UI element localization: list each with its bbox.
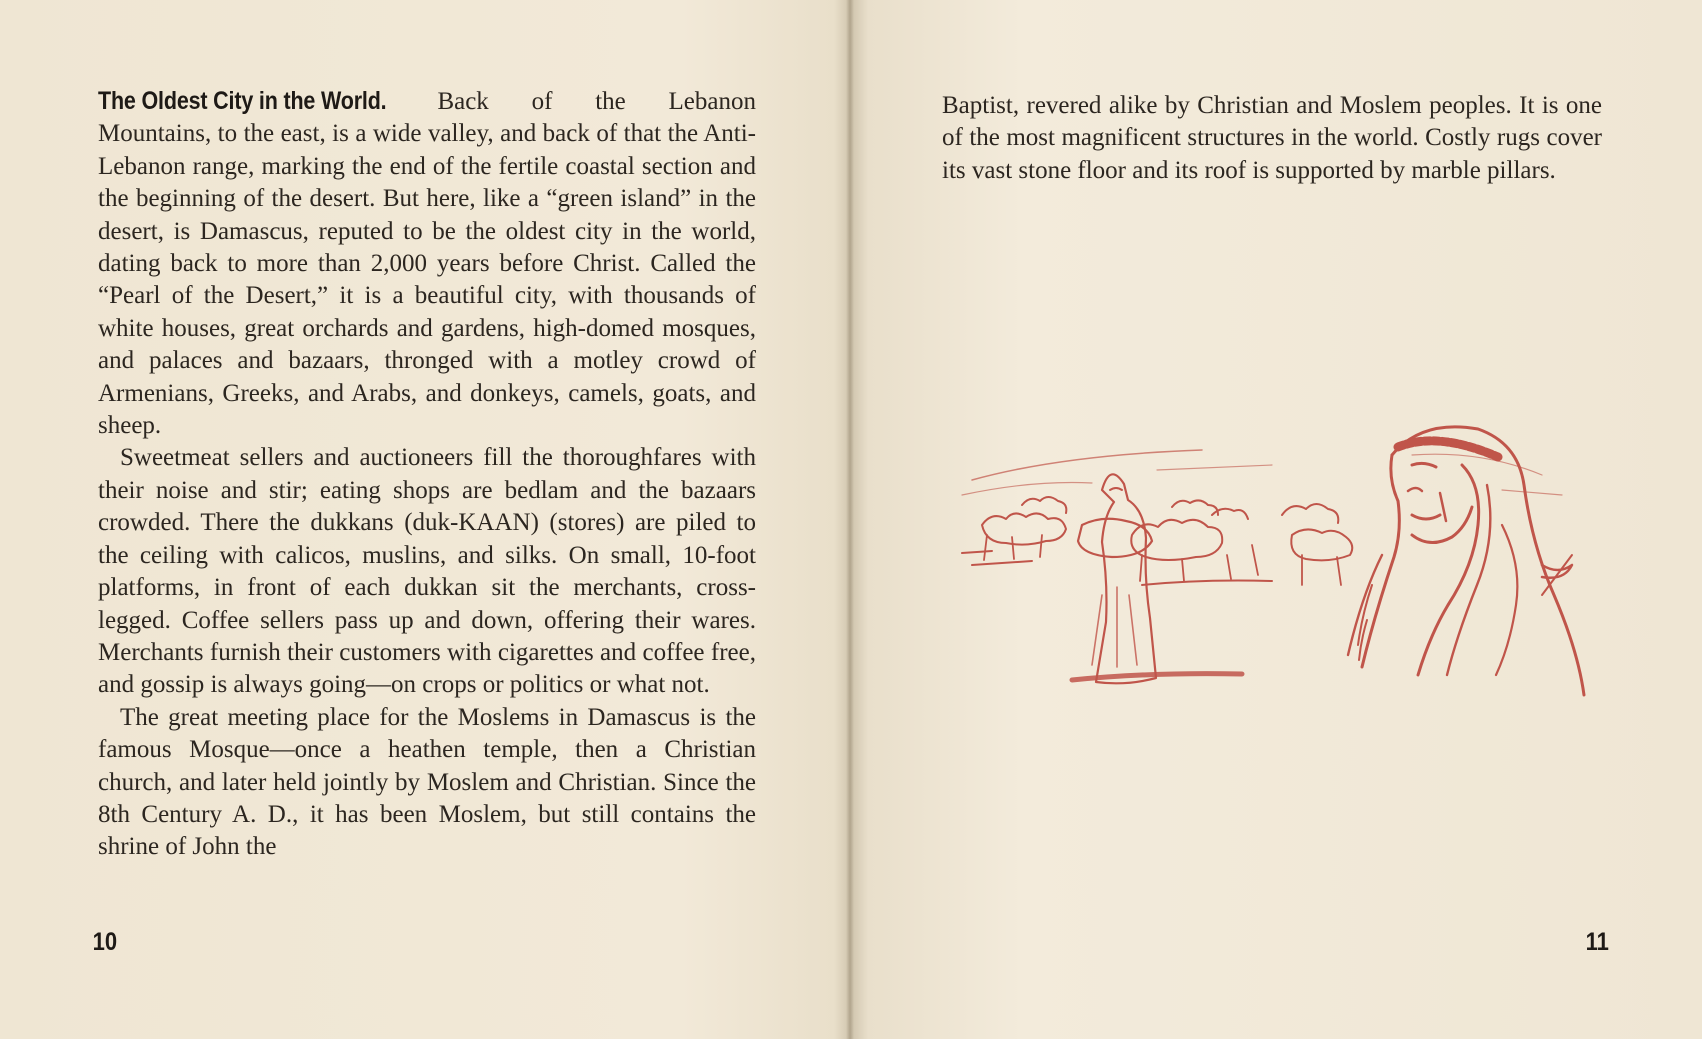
right-page-text xyxy=(942,90,1602,187)
paragraph-2: Sweetmeat sellers and auctioneers fill the thoroughfares with their noise and stir; eating shops are bedlam and the bazaars crowded. There the dukkans (duk-KAAN) (stores) are piled to the ceiling with calicos, muslins, and silks. On small, 10-foot platforms, in front of each dukkan sit the merchants, cross-legged. Coffee sellers pass up and down, offering their wares. Merchants furnish their customers with cigarettes and coffee free, and gossip is always going—on crops or politics or what not. xyxy=(98,444,756,699)
left-page xyxy=(0,0,850,1039)
section-heading: The Oldest City in the World. xyxy=(98,87,387,115)
shepherd-with-flock-illustration xyxy=(942,395,1622,725)
right-page xyxy=(852,0,1702,1039)
paragraph-1 xyxy=(98,85,756,442)
paragraph-continued: Baptist, revered alike by Christian and Moslem peoples. It is one of the most magnificent structures in the world. Costly rugs cover its vast stone floor and its roof is supported by marble pillars. xyxy=(942,92,1602,184)
paragraph-1-text: Back of the Lebanon Mountains, to the east, is a wide valley, and back of that the Anti-Lebanon range, marking the end of the fertile coastal section and the beginning of the desert. But here, like a “green island” in the desert, is Damascus, reputed to be the oldest city in the world, dating back to more than 2,000 years before Christ. Called the “Pearl of the Desert,” it is a beautiful city, with thousands of white houses, great orchards and gardens, high-domed mosques, and palaces and bazaars, thronged with a motley crowd of Armenians, Greeks, and Arabs, and donkeys, camels, goats, and sheep. xyxy=(98,88,756,440)
paragraph-3: The great meeting place for the Moslems in Damascus is the famous Mosque—once a heathen temple, then a Christian church, and later held jointly by Moslem and Christian. Since the 8th Century A. D., it has been Moslem, but still contains the shrine of John the xyxy=(98,703,756,861)
page-number-left: 10 xyxy=(92,928,118,956)
left-page-text xyxy=(98,85,756,864)
page-number-right: 11 xyxy=(1585,928,1609,956)
